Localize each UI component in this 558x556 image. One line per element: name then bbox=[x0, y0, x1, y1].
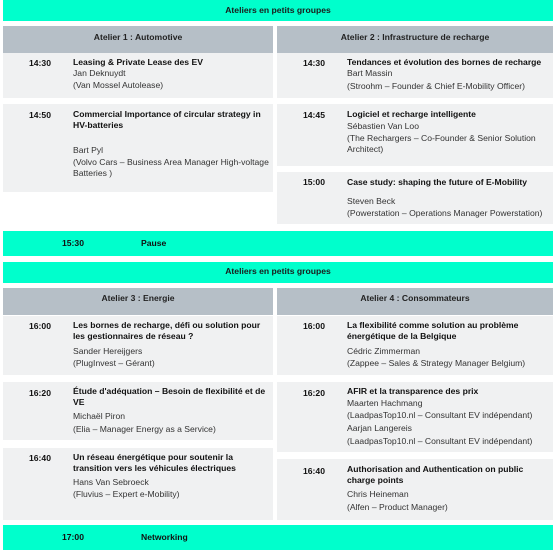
atelier1-header bbox=[3, 26, 273, 53]
session-title: AFIR et la transparence des prix bbox=[347, 386, 479, 396]
session-time: 15:00 bbox=[303, 177, 325, 187]
speaker-name: Cédric Zimmerman bbox=[347, 346, 421, 356]
networking-label: Networking bbox=[141, 532, 188, 542]
speaker-org: (Powerstation – Operations Manager Powerstation) bbox=[347, 208, 543, 218]
networking-time: 17:00 bbox=[62, 532, 84, 542]
speaker-name: Bart Pyl bbox=[73, 145, 104, 155]
atelier3-header-label: Atelier 3 : Energie bbox=[101, 293, 175, 303]
speaker-name: Aarjan Langereis bbox=[347, 423, 412, 433]
session-title: Authorisation and Authentication on public charge points bbox=[347, 464, 524, 485]
atelier3-header bbox=[3, 288, 273, 315]
atelier4-header bbox=[277, 288, 553, 315]
pause-band bbox=[3, 231, 553, 256]
speaker-name: Steven Beck bbox=[347, 196, 396, 206]
speaker-name: Hans Van Sebroeck bbox=[73, 477, 149, 487]
speaker-name: Chris Heineman bbox=[347, 489, 409, 499]
speaker-org: (Elia – Manager Energy as a Service) bbox=[73, 424, 216, 434]
session-title: Case study: shaping the future of E-Mobility bbox=[347, 177, 527, 187]
session-time: 16:20 bbox=[303, 388, 325, 398]
speaker-name: Michaël Piron bbox=[73, 411, 126, 421]
atelier2-header bbox=[277, 26, 553, 53]
pause-time: 15:30 bbox=[62, 238, 84, 248]
atelier4-header-label: Atelier 4 : Consommateurs bbox=[360, 293, 470, 303]
group2-title: Ateliers en petits groupes bbox=[225, 266, 331, 276]
speaker-name: Bart Massin bbox=[347, 68, 393, 78]
session-title: Logiciel et recharge intelligente bbox=[347, 109, 476, 119]
session-time: 14:45 bbox=[303, 110, 325, 120]
session-time: 16:00 bbox=[303, 321, 325, 331]
pause-label: Pause bbox=[141, 238, 167, 248]
speaker-name: Sébastien Van Loo bbox=[347, 121, 419, 131]
speaker-org: (Zappee – Sales & Strategy Manager Belgium) bbox=[347, 358, 526, 368]
speaker-name: Sander Hereijgers bbox=[73, 346, 143, 356]
session-title: Leasing & Private Lease des EV bbox=[73, 57, 203, 67]
session-time: 16:20 bbox=[29, 388, 51, 398]
speaker-org: (Fluvius – Expert e-Mobility) bbox=[73, 489, 180, 499]
session-title: Commercial Importance of circular strategy in HV-batteries bbox=[73, 109, 261, 130]
session-time: 14:30 bbox=[29, 58, 51, 68]
group1-band bbox=[3, 0, 553, 21]
speaker-org: (PlugInvest – Gérant) bbox=[73, 358, 155, 368]
session-title: Tendances et évolution des bornes de recharge bbox=[347, 57, 542, 67]
session-title: Un réseau énergétique pour soutenir la transition vers les véhicules électriques bbox=[73, 452, 236, 473]
speaker-org: (The Rechargers – Co-Founder & Senior Solution Architect) bbox=[347, 133, 536, 154]
session-time: 16:40 bbox=[303, 466, 325, 476]
group1-title: Ateliers en petits groupes bbox=[225, 5, 331, 15]
session-title: La flexibilité comme solution au problème énergétique de la Belgique bbox=[347, 320, 519, 341]
speaker-name: Maarten Hachmang bbox=[347, 398, 423, 408]
speaker-org: (Van Mossel Autolease) bbox=[73, 80, 164, 90]
session-time: 14:50 bbox=[29, 110, 51, 120]
networking-band bbox=[3, 525, 553, 550]
atelier2-header-label: Atelier 2 : Infrastructure de recharge bbox=[340, 32, 490, 42]
speaker-org: (Stroohm – Founder & Chief E-Mobility Officer) bbox=[347, 81, 525, 91]
session-time: 16:00 bbox=[29, 321, 51, 331]
session-title: Les bornes de recharge, défi ou solution pour les gestionnaires de réseau ? bbox=[73, 320, 261, 341]
speaker-name: Jan Deknuydt bbox=[73, 68, 126, 78]
session-time: 16:40 bbox=[29, 453, 51, 463]
session-title: Étude d'adéquation – Besoin de flexibilité et de VE bbox=[73, 386, 266, 407]
speaker-org: (LaadpasTop10.nl – Consultant EV indépendant) bbox=[347, 410, 533, 420]
speaker-org: (LaadpasTop10.nl – Consultant EV indépendant) bbox=[347, 436, 533, 446]
session-time: 14:30 bbox=[303, 58, 325, 68]
speaker-org: (Volvo Cars – Business Area Manager High-voltage Batteries ) bbox=[73, 157, 269, 178]
group2-band bbox=[3, 262, 553, 283]
speaker-org: (Alfen – Product Manager) bbox=[347, 502, 448, 512]
atelier1-header-label: Atelier 1 : Automotive bbox=[93, 32, 183, 42]
